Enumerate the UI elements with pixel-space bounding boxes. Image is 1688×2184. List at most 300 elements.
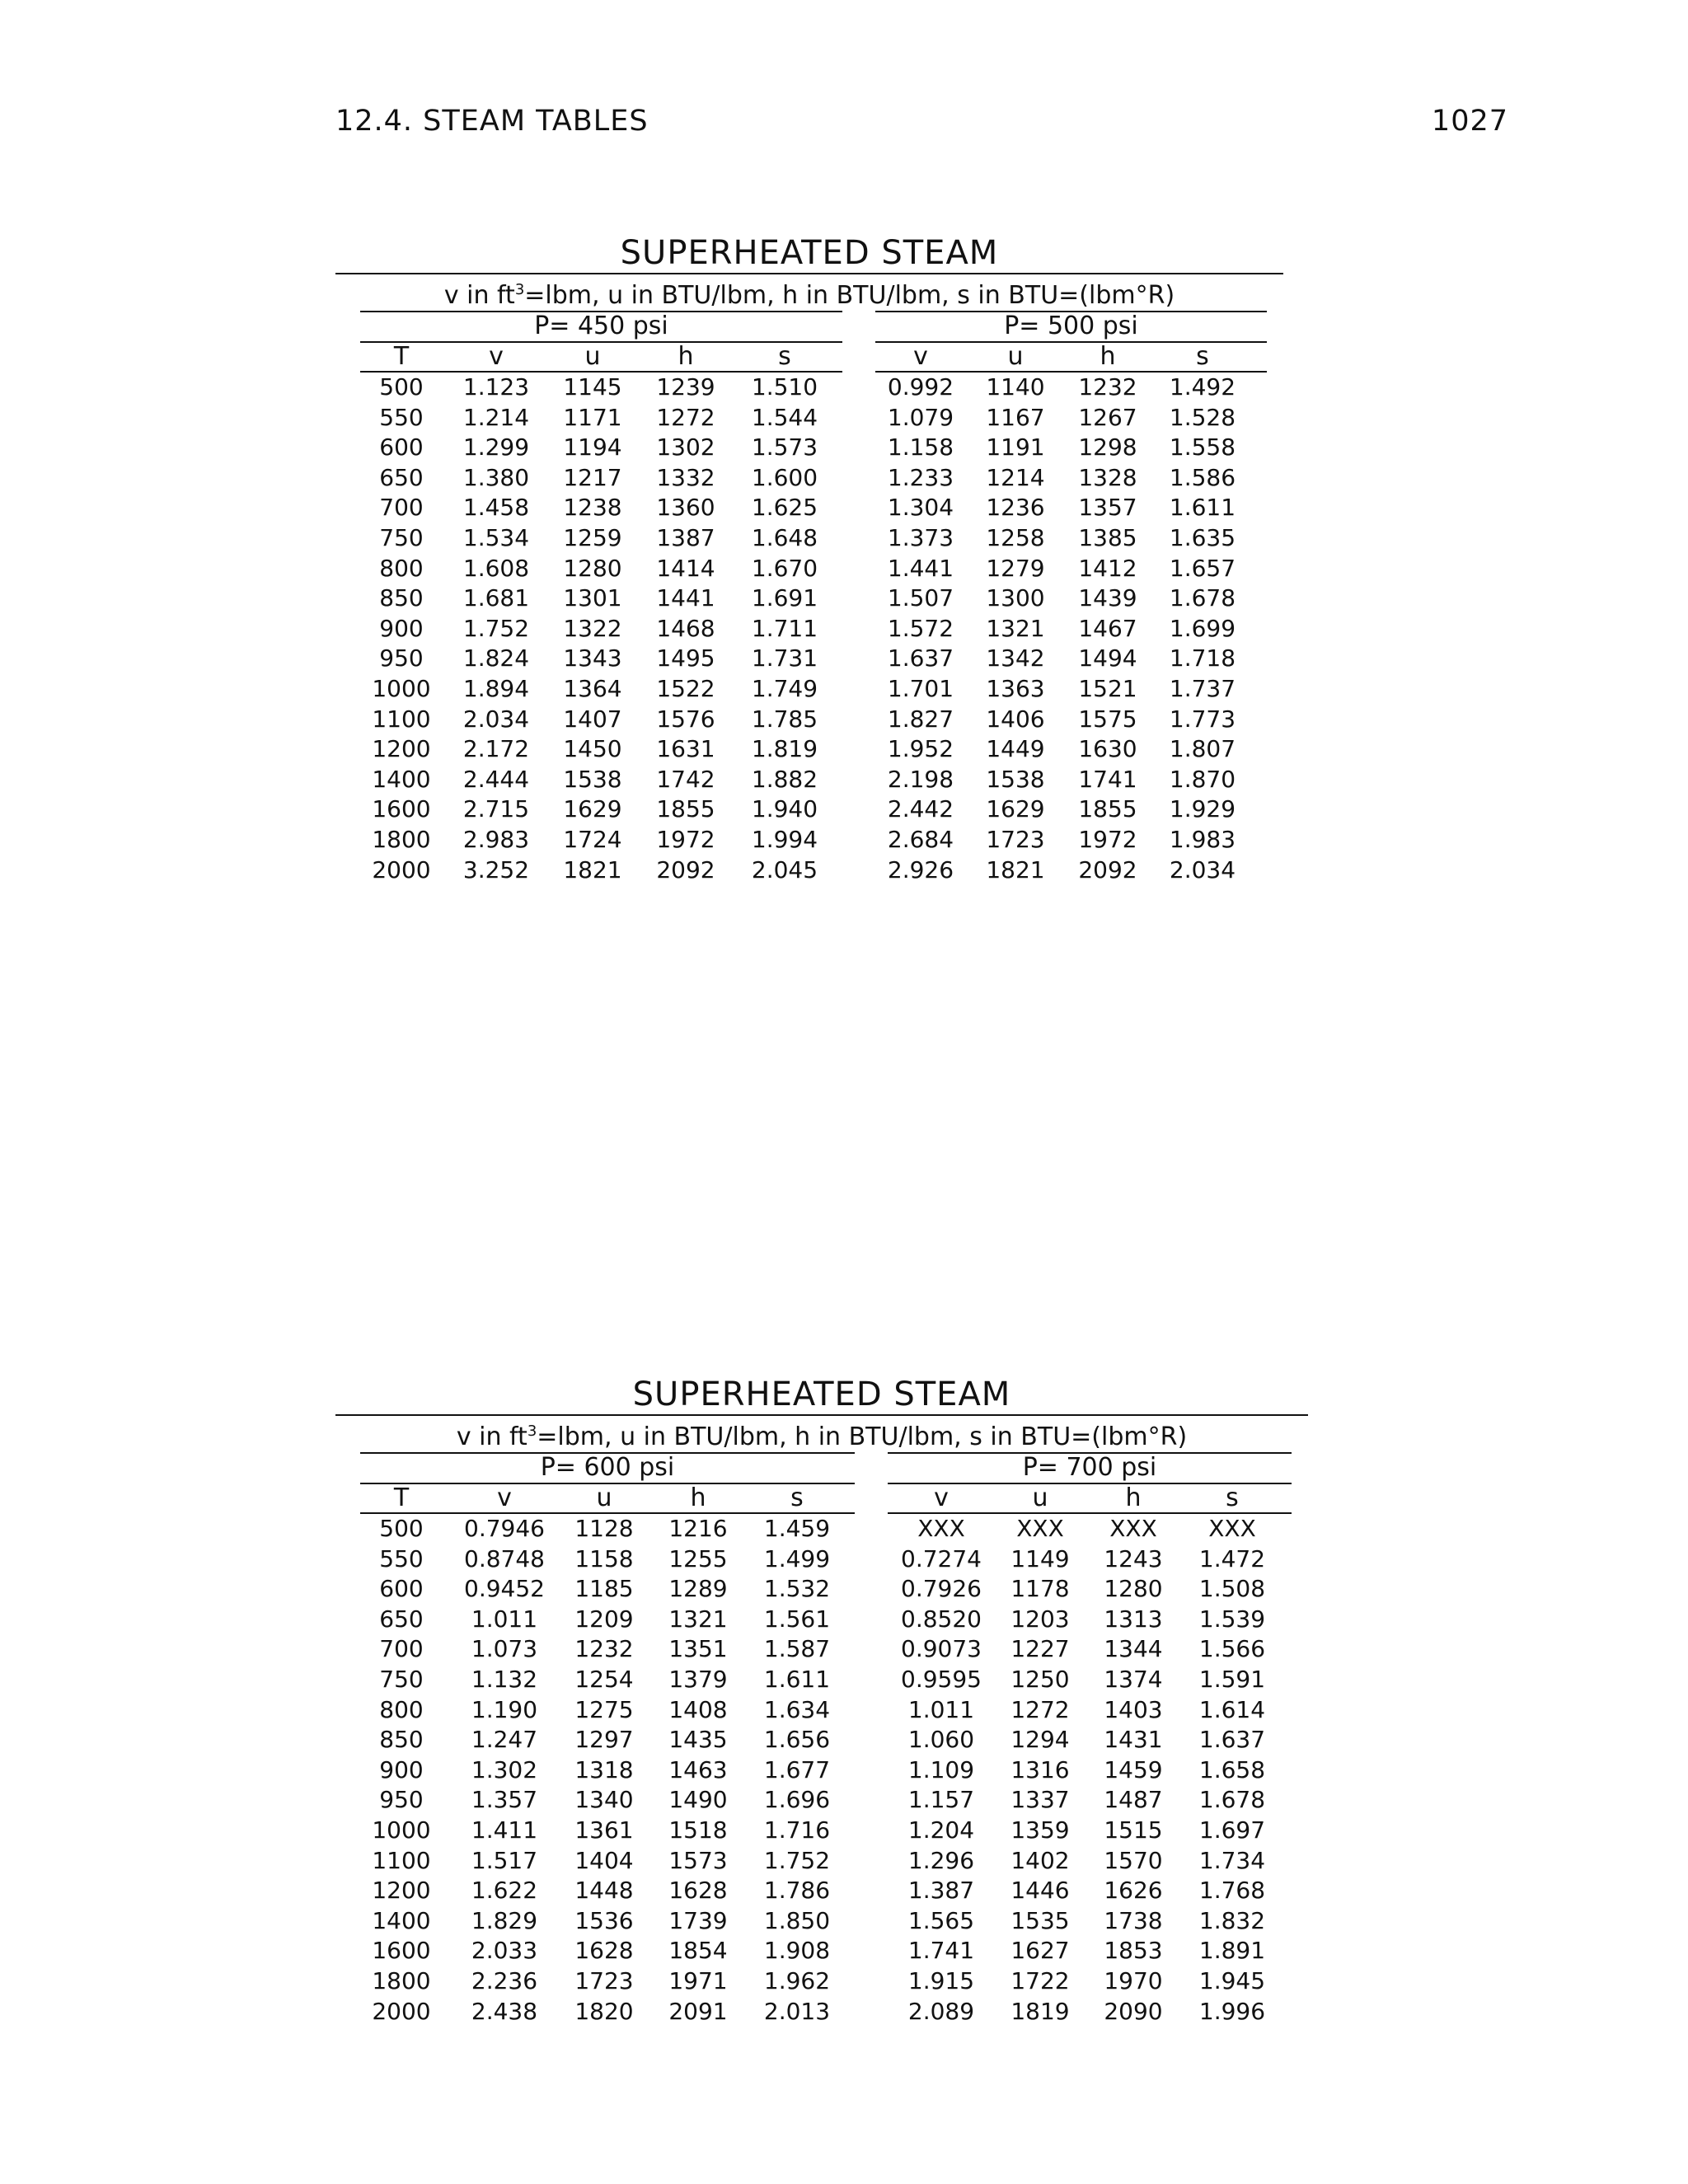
table-row [335, 764, 1283, 794]
left-pressure-label: P= 450 psi [534, 312, 668, 340]
table-cell: 1214 [986, 463, 1045, 491]
table-cell: 1258 [986, 523, 1045, 551]
table-cell: 1.625 [751, 494, 818, 522]
table-cell: 700 [379, 494, 424, 522]
table-cell: 1.699 [1169, 614, 1236, 642]
table-cell: 1518 [668, 1816, 728, 1844]
table-cell: 1000 [372, 674, 431, 702]
column-header: s [1196, 342, 1209, 371]
table-cell: 800 [379, 1695, 424, 1723]
table-cell: 1.648 [751, 523, 818, 551]
table-cell: 1468 [656, 614, 715, 642]
table-cell: 1236 [986, 494, 1045, 522]
table-cell: 1.373 [887, 523, 954, 551]
column-header: v [497, 1483, 512, 1512]
units-superscript: 3 [527, 1422, 537, 1440]
table-cell: 2092 [1078, 855, 1137, 883]
table-cell: 1723 [574, 1966, 634, 1994]
table-cell: 1359 [1010, 1816, 1070, 1844]
table-cell: 1.785 [751, 705, 818, 733]
table-row [335, 643, 1283, 673]
table-cell: 1.678 [1169, 584, 1236, 612]
table-cell: 750 [379, 523, 424, 551]
column-header: u [596, 1483, 612, 1512]
table-cell: 1449 [986, 735, 1045, 763]
table-cell: 1.517 [471, 1846, 538, 1874]
table-cell: 1521 [1078, 674, 1137, 702]
table-row [335, 1755, 1308, 1785]
table-cell: 1272 [656, 403, 715, 431]
table-cell: 1538 [986, 765, 1045, 793]
table-cell: 1238 [563, 494, 622, 522]
table-cell: 1.565 [907, 1906, 975, 1934]
table-cell: 0.8520 [901, 1605, 982, 1633]
table-cell: 1316 [1010, 1755, 1070, 1783]
table-cell: 1.587 [763, 1635, 831, 1663]
table-cell: 1.508 [1198, 1575, 1266, 1603]
table-cell: 1.299 [462, 434, 530, 462]
table-cell: 1.247 [471, 1726, 538, 1754]
table-cell: 1.586 [1169, 463, 1236, 491]
table-cell: 1194 [563, 434, 622, 462]
table-cell: XXX [1016, 1515, 1064, 1542]
table-row [335, 794, 1283, 824]
table-cell: 1628 [574, 1937, 634, 1965]
table-cell: 1.716 [763, 1816, 831, 1844]
table-cell: 1853 [1104, 1937, 1163, 1965]
table-cell: 1490 [668, 1786, 728, 1814]
table-cell: 1742 [656, 765, 715, 793]
table-cell: 1600 [372, 795, 431, 823]
table-cell: 1724 [563, 825, 622, 853]
column-header: h [1125, 1483, 1142, 1512]
table-cell: 1.458 [462, 494, 530, 522]
table-cell: 1387 [656, 523, 715, 551]
table-row [335, 553, 1283, 583]
table-cell: 1.079 [887, 403, 954, 431]
table-cell: 1402 [1010, 1846, 1070, 1874]
table-cell: 1.691 [751, 584, 818, 612]
table-row [335, 1724, 1308, 1755]
table-cell: 1.737 [1169, 674, 1236, 702]
table-row [335, 1815, 1308, 1845]
table-cell: 1487 [1104, 1786, 1163, 1814]
table-cell: 1232 [574, 1635, 634, 1663]
table-cell: 1294 [1010, 1726, 1070, 1754]
table-row [335, 1573, 1308, 1604]
table-cell: 800 [379, 554, 424, 582]
table-cell: 1191 [986, 434, 1045, 462]
table-cell: 1.204 [907, 1816, 975, 1844]
table-cell: 1.894 [462, 674, 530, 702]
table-cell: 1.532 [763, 1575, 831, 1603]
table-cell: 1.697 [1198, 1816, 1266, 1844]
table-cell: 1.908 [763, 1937, 831, 1965]
table-cell: 1100 [372, 1846, 431, 1874]
table-cell: 650 [379, 463, 424, 491]
table-cell: XXX [917, 1515, 965, 1542]
pressure-row [335, 1452, 1308, 1483]
table-cell: 1.819 [751, 735, 818, 763]
table-cell: 1.637 [1198, 1726, 1266, 1754]
table-cell: 1.539 [1198, 1605, 1266, 1633]
table-cell: 1.731 [751, 644, 818, 673]
table-cell: 1318 [574, 1755, 634, 1783]
table-cell: 1.611 [1169, 494, 1236, 522]
table-cell: 1.929 [1169, 795, 1236, 823]
table-cell: 1232 [1078, 373, 1137, 401]
table-cell: 1972 [656, 825, 715, 853]
table-cell: 850 [379, 584, 424, 612]
table-cell: 1631 [656, 735, 715, 763]
table-cell: 2.438 [471, 1997, 538, 2025]
table-cell: 750 [379, 1665, 424, 1693]
units-text-rest: =lbm, u in BTU/lbm, h in BTU/lbm, s in BTU=(lbm°R) [524, 281, 1175, 310]
table-row [335, 1784, 1308, 1815]
table-cell: 1216 [668, 1515, 728, 1542]
table-cell: 1.824 [462, 644, 530, 673]
table-cell: 1854 [668, 1937, 728, 1965]
table-cell: 1.380 [462, 463, 530, 491]
table-cell: 1332 [656, 463, 715, 491]
table-cell: 2000 [372, 855, 431, 883]
table-cell: 1.411 [471, 1816, 538, 1844]
table-cell: 2.715 [462, 795, 530, 823]
table-cell: 1467 [1078, 614, 1137, 642]
table-row [335, 402, 1283, 433]
table-cell: 1.544 [751, 403, 818, 431]
table-cell: 1361 [574, 1816, 634, 1844]
table-cell: 1855 [1078, 795, 1137, 823]
table-cell: 1.962 [763, 1966, 831, 1994]
table-row [335, 1845, 1308, 1876]
table-cell: 1.622 [471, 1877, 538, 1905]
table-cell: 1450 [563, 735, 622, 763]
table-cell: 2.684 [887, 825, 954, 853]
table-cell: 1275 [574, 1695, 634, 1723]
column-header: v [489, 342, 504, 371]
table-cell: 2.442 [887, 795, 954, 823]
column-header: u [1007, 342, 1024, 371]
table-cell: 900 [379, 1755, 424, 1783]
table-row [335, 613, 1283, 644]
table-cell: 1414 [656, 554, 715, 582]
table-cell: 2.033 [471, 1937, 538, 1965]
steam-table-600-700 [335, 1375, 1308, 2026]
table-cell: 1800 [372, 1966, 431, 1994]
column-header: h [678, 342, 694, 371]
table-cell: 1301 [563, 584, 622, 612]
table-cell: 2.034 [1169, 855, 1236, 883]
table-cell: 1.561 [763, 1605, 831, 1633]
table-title: SUPERHEATED STEAM [632, 1376, 1011, 1413]
table-cell: 1821 [986, 855, 1045, 883]
table-cell: 1.566 [1198, 1635, 1266, 1663]
table-cell: 1.870 [1169, 765, 1236, 793]
table-cell: 1.534 [462, 523, 530, 551]
table-cell: 1.573 [751, 434, 818, 462]
table-cell: 1357 [1078, 494, 1137, 522]
table-row [335, 372, 1283, 402]
table-cell: 1.011 [471, 1605, 538, 1633]
table-cell: 1407 [563, 705, 622, 733]
table-cell: 2091 [668, 1997, 728, 2025]
table-cell: 1972 [1078, 825, 1137, 853]
table-cell: 550 [379, 1544, 424, 1572]
table-row [335, 1935, 1308, 1966]
table-cell: 2.236 [471, 1966, 538, 1994]
table-cell: 1.296 [907, 1846, 975, 1874]
table-cell: 1379 [668, 1665, 728, 1693]
units-text: v in ft [456, 1422, 528, 1451]
table-cell: 1431 [1104, 1726, 1163, 1754]
table-row [335, 583, 1283, 613]
table-cell: 1200 [372, 735, 431, 763]
table-row [335, 855, 1283, 885]
table-cell: 1.611 [763, 1665, 831, 1693]
table-cell: 1363 [986, 674, 1045, 702]
table-cell: 1.132 [471, 1665, 538, 1693]
column-header: u [584, 342, 601, 371]
table-row [335, 1996, 1308, 2027]
table-cell: 1515 [1104, 1816, 1163, 1844]
table-cell: 1289 [668, 1575, 728, 1603]
table-cell: 0.9452 [464, 1575, 545, 1603]
table-row [335, 1694, 1308, 1725]
table-cell: 1.123 [462, 373, 530, 401]
units-line [335, 1416, 1308, 1452]
table-cell: 1.233 [887, 463, 954, 491]
table-cell: 1.011 [907, 1695, 975, 1723]
column-header: v [913, 342, 928, 371]
column-header: s [1226, 1483, 1239, 1512]
table-title: SUPERHEATED STEAM [620, 234, 999, 272]
table-cell: 1.891 [1198, 1937, 1266, 1965]
table-cell: 1.768 [1198, 1877, 1266, 1905]
table-cell: 1000 [372, 1816, 431, 1844]
table-cell: 1.658 [1198, 1755, 1266, 1783]
table-cell: 1.681 [462, 584, 530, 612]
table-cell: 1140 [986, 373, 1045, 401]
table-cell: 2090 [1104, 1997, 1163, 2025]
table-cell: 1.157 [907, 1786, 975, 1814]
table-cell: 1819 [1010, 1997, 1070, 2025]
table-cell: 1259 [563, 523, 622, 551]
table-cell: 1279 [986, 554, 1045, 582]
right-pressure-label: P= 500 psi [1004, 312, 1138, 340]
units-text-rest: =lbm, u in BTU/lbm, h in BTU/lbm, s in BTU=(lbm°R) [537, 1422, 1188, 1451]
table-cell: 1855 [656, 795, 715, 823]
table-cell: 1302 [656, 434, 715, 462]
table-cell: 1.528 [1169, 403, 1236, 431]
table-cell: 1178 [1010, 1575, 1070, 1603]
column-header-row [335, 341, 1283, 372]
table-cell: 1145 [563, 373, 622, 401]
table-cell: 1374 [1104, 1665, 1163, 1693]
table-cell: 1570 [1104, 1846, 1163, 1874]
table-cell: 1600 [372, 1937, 431, 1965]
column-header: h [1100, 342, 1116, 371]
table-cell: 1200 [372, 1877, 431, 1905]
table-cell: 600 [379, 1575, 424, 1603]
table-row [335, 432, 1283, 462]
table-cell: 1280 [563, 554, 622, 582]
table-cell: 0.7946 [464, 1515, 545, 1542]
table-cell: 2.089 [907, 1997, 975, 2025]
table-cell: 1.158 [887, 434, 954, 462]
steam-table-450-500 [335, 233, 1283, 884]
table-cell: 1627 [1010, 1937, 1070, 1965]
table-cell: 1128 [574, 1515, 634, 1542]
table-cell: 1239 [656, 373, 715, 401]
table-cell: 1.850 [763, 1906, 831, 1934]
table-cell: 1.492 [1169, 373, 1236, 401]
section-header: 12.4. STEAM TABLES [335, 105, 649, 138]
table-cell: 1435 [668, 1726, 728, 1754]
table-cell: 2.444 [462, 765, 530, 793]
table-cell: 1463 [668, 1755, 728, 1783]
table-cell: 1629 [563, 795, 622, 823]
table-cell: 1.657 [1169, 554, 1236, 582]
table-cell: 1629 [986, 795, 1045, 823]
table-cell: 1.591 [1198, 1665, 1266, 1693]
table-cell: 1.952 [887, 735, 954, 763]
table-cell: 1298 [1078, 434, 1137, 462]
table-cell: 1.109 [907, 1755, 975, 1783]
table-row [335, 1604, 1308, 1634]
table-cell: 1.190 [471, 1695, 538, 1723]
table-cell: 1.749 [751, 674, 818, 702]
table-cell: 1.718 [1169, 644, 1236, 673]
table-cell: 1400 [372, 765, 431, 793]
table-cell: 1.915 [907, 1966, 975, 1994]
table-cell: 2000 [372, 1997, 431, 2025]
table-cell: 1412 [1078, 554, 1137, 582]
table-cell: 1.357 [471, 1786, 538, 1814]
table-cell: 1723 [986, 825, 1045, 853]
table-cell: 1.634 [763, 1695, 831, 1723]
table-cell: 1495 [656, 644, 715, 673]
table-cell: 1340 [574, 1786, 634, 1814]
table-row [335, 1875, 1308, 1905]
table-cell: 1.614 [1198, 1695, 1266, 1723]
table-cell: 1441 [656, 584, 715, 612]
table-cell: 1.637 [887, 644, 954, 673]
table-row [335, 1544, 1308, 1574]
table-row [335, 1664, 1308, 1694]
table-cell: 2.045 [751, 855, 818, 883]
table-row [335, 1633, 1308, 1664]
table-cell: 1.656 [763, 1726, 831, 1754]
table-cell: 1203 [1010, 1605, 1070, 1633]
table-cell: 1.773 [1169, 705, 1236, 733]
table-cell: 500 [379, 1515, 424, 1542]
table-cell: 1.741 [907, 1937, 975, 1965]
units-line [335, 274, 1283, 311]
table-cell: 0.8748 [464, 1544, 545, 1572]
table-cell: 2.926 [887, 855, 954, 883]
table-cell: 1535 [1010, 1906, 1070, 1934]
table-cell: 1364 [563, 674, 622, 702]
table-cell: 2.013 [763, 1997, 831, 2025]
table-cell: 1351 [668, 1635, 728, 1663]
table-cell: 1267 [1078, 403, 1137, 431]
table-cell: 1243 [1104, 1544, 1163, 1572]
table-cell: 1321 [986, 614, 1045, 642]
table-row [335, 1966, 1308, 1996]
left-pressure-label: P= 600 psi [540, 1453, 675, 1482]
table-cell: 1538 [563, 765, 622, 793]
table-cell: 1448 [574, 1877, 634, 1905]
table-row [335, 733, 1283, 764]
table-cell: 1459 [1104, 1755, 1163, 1783]
table-cell: 1439 [1078, 584, 1137, 612]
table-cell: 1403 [1104, 1695, 1163, 1723]
table-cell: 1209 [574, 1605, 634, 1633]
table-row [335, 673, 1283, 704]
units-text: v in ft [443, 281, 515, 310]
table-cell: 0.7274 [901, 1544, 982, 1572]
table-cell: 950 [379, 1786, 424, 1814]
table-cell: 1.459 [763, 1515, 831, 1542]
table-cell: 1.499 [763, 1544, 831, 1572]
table-cell: 1.940 [751, 795, 818, 823]
table-cell: 650 [379, 1605, 424, 1633]
pressure-row [335, 311, 1283, 341]
table-cell: 1227 [1010, 1635, 1070, 1663]
table-cell: 1.678 [1198, 1786, 1266, 1814]
table-cell: 1272 [1010, 1695, 1070, 1723]
table-row [335, 492, 1283, 523]
table-cell: 1.472 [1198, 1544, 1266, 1572]
column-header-row [335, 1483, 1308, 1513]
table-cell: 1408 [668, 1695, 728, 1723]
table-cell: XXX [1208, 1515, 1256, 1542]
page-number: 1027 [1431, 105, 1508, 138]
column-header: v [934, 1483, 949, 1512]
table-cell: 1.996 [1198, 1997, 1266, 2025]
table-cell: 1.807 [1169, 735, 1236, 763]
table-cell: 1626 [1104, 1877, 1163, 1905]
table-cell: 1297 [574, 1726, 634, 1754]
table-cell: 1404 [574, 1846, 634, 1874]
table-row [335, 1513, 1308, 1544]
table-cell: 850 [379, 1726, 424, 1754]
table-cell: 1.734 [1198, 1846, 1266, 1874]
table-cell: 1.832 [1198, 1906, 1266, 1934]
column-header: h [690, 1483, 706, 1512]
table-cell: 1149 [1010, 1544, 1070, 1572]
table-cell: 1.441 [887, 554, 954, 582]
table-cell: 1.387 [907, 1877, 975, 1905]
table-cell: 1.572 [887, 614, 954, 642]
table-cell: 1820 [574, 1997, 634, 2025]
table-cell: 1741 [1078, 765, 1137, 793]
table-cell: 0.9073 [901, 1635, 982, 1663]
table-cell: 0.9595 [901, 1665, 982, 1693]
column-header: T [393, 342, 410, 371]
table-cell: 550 [379, 403, 424, 431]
table-cell: 1400 [372, 1906, 431, 1934]
table-cell: 1337 [1010, 1786, 1070, 1814]
table-cell: 500 [379, 373, 424, 401]
table-cell: 1970 [1104, 1966, 1163, 1994]
table-cell: 3.252 [462, 855, 530, 883]
table-row [335, 523, 1283, 553]
table-cell: 600 [379, 434, 424, 462]
table-cell: 1628 [668, 1877, 728, 1905]
table-cell: 1575 [1078, 705, 1137, 733]
